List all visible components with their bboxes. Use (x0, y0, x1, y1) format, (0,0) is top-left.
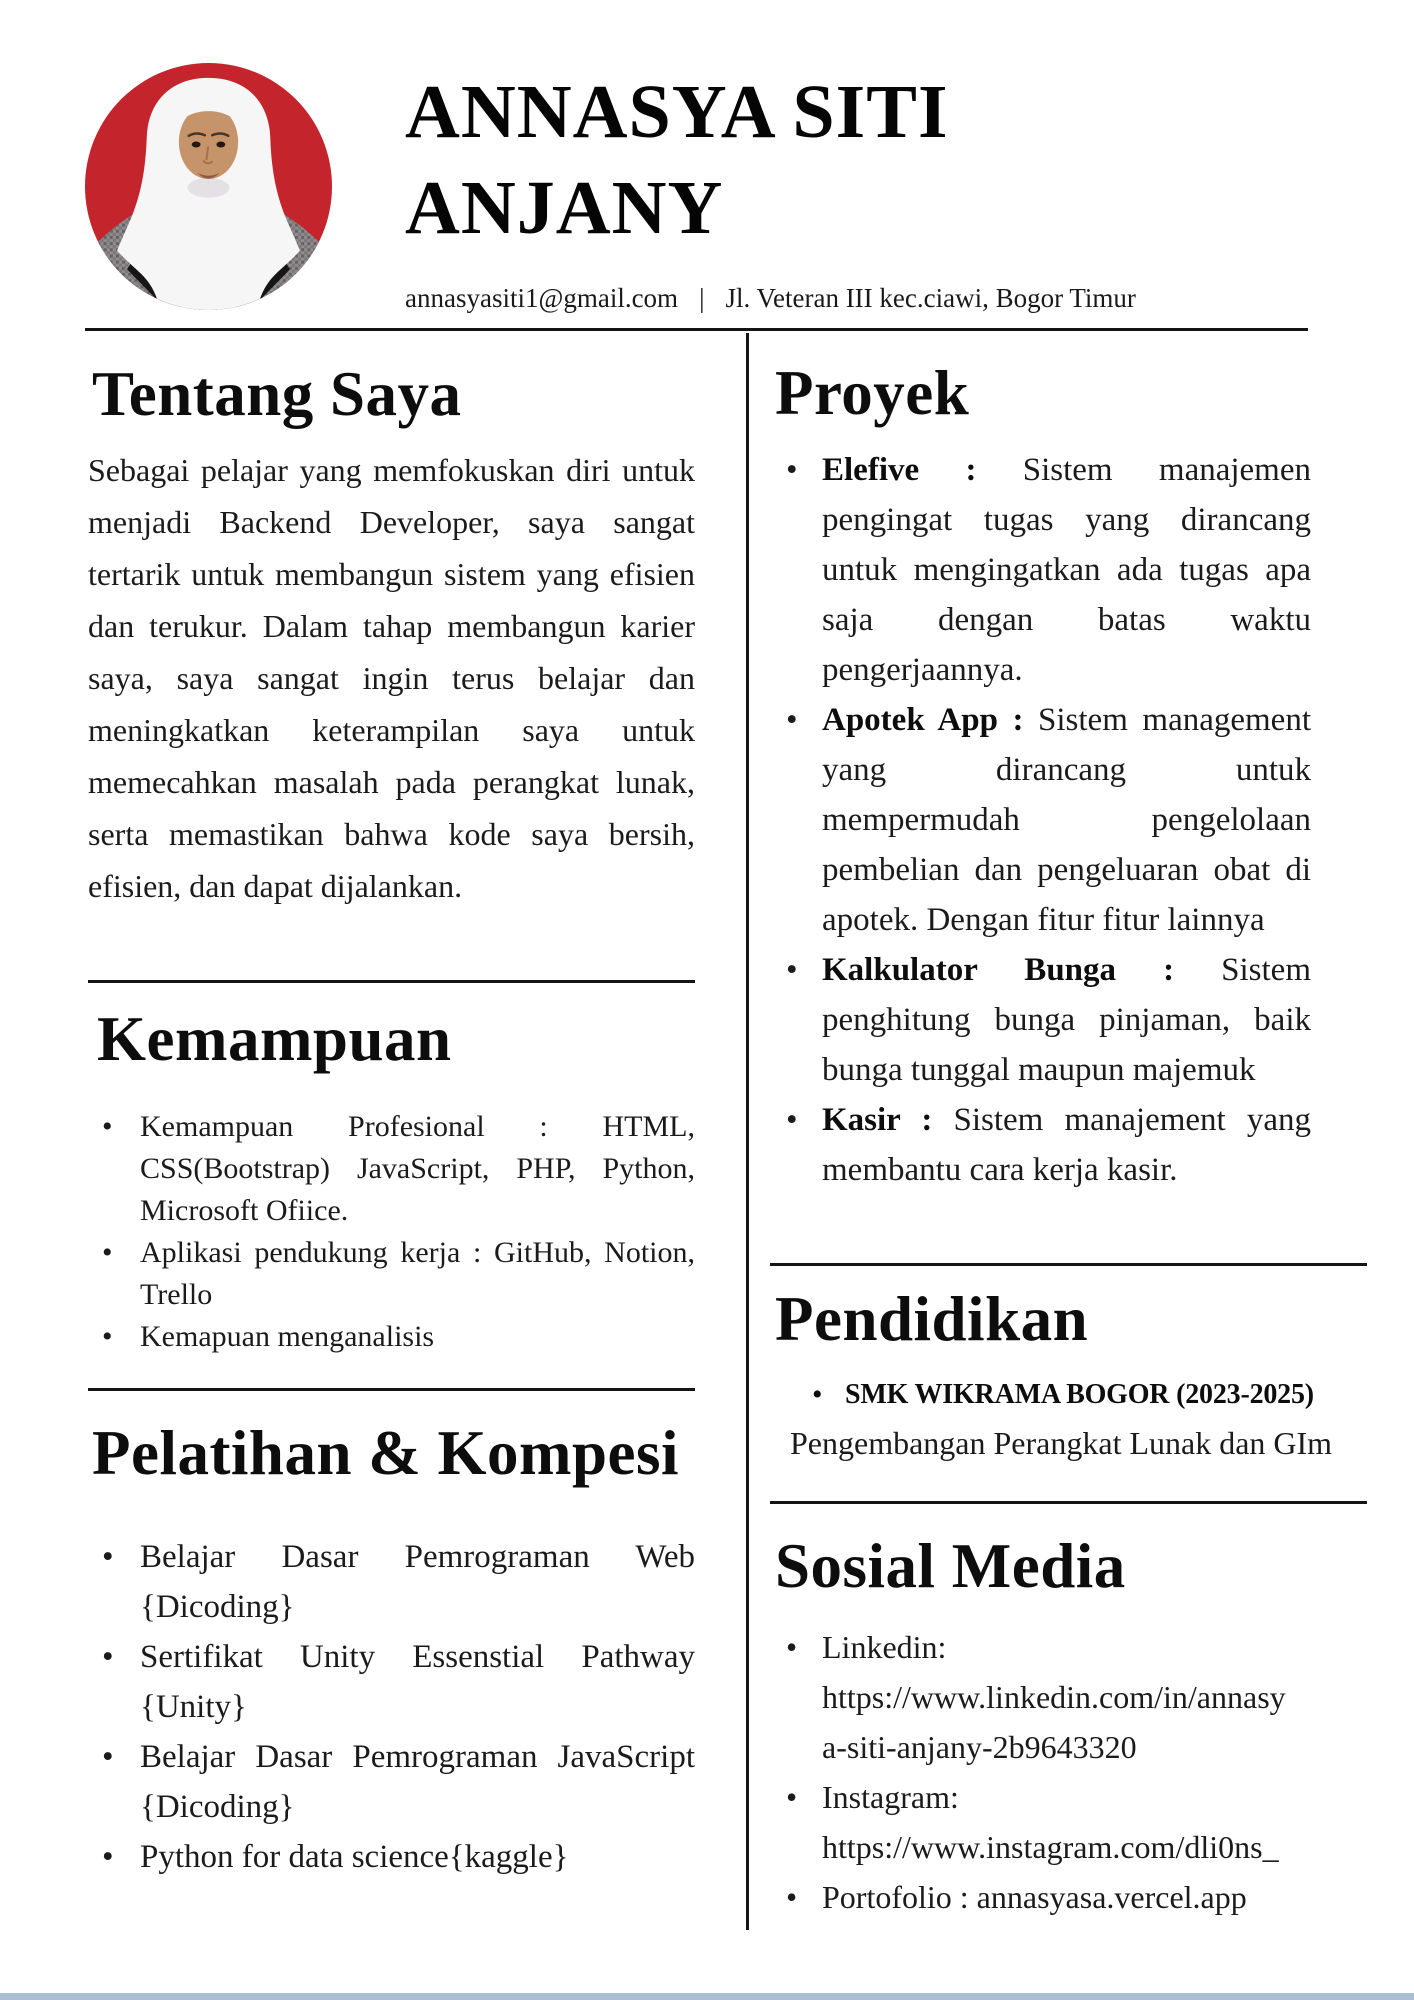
section-title-training: Pelatihan & Kompesi (92, 1418, 679, 1488)
list-item (770, 1872, 1330, 1922)
eye-right (216, 142, 225, 148)
profile-photo (85, 63, 332, 310)
education-school: • SMK WIKRAMA BOGOR (2023-2025) (770, 1370, 1314, 1420)
left-divider-2 (88, 1388, 695, 1391)
training-text: Belajar Dasar Pemrograman JavaScript {Dicoding} (140, 1739, 695, 1825)
training-text: Sertifikat Unity Essenstial Pathway {Unity} (140, 1639, 695, 1725)
column-divider (746, 333, 749, 1930)
training-text: Belajar Dasar Pemrograman Web {Dicoding} (140, 1539, 695, 1625)
bottom-edge-strip (0, 1993, 1414, 2000)
social-label: Portofolio : annasyasa.vercel.app (822, 1879, 1247, 1915)
list-item (770, 1772, 1330, 1872)
list-item (770, 695, 1311, 945)
project-desc: Sistem management yang dirancang untuk mempermudah pengelolaan pembelian dan pengeluaran obat di apotek. Dengan fitur fitur lainnya (822, 702, 1311, 938)
eye-left (192, 142, 201, 148)
project-name: Apotek App : (822, 702, 1024, 738)
list-item (770, 445, 1311, 695)
social-label: Instagram: (822, 1779, 959, 1815)
section-title-skills: Kemampuan (97, 1004, 452, 1074)
training-list (88, 1532, 695, 1882)
training-text: Python for data science{kaggle} (140, 1839, 569, 1875)
list-item (770, 945, 1311, 1095)
right-divider-1 (770, 1263, 1367, 1266)
skill-text: Kemapuan menganalisis (140, 1320, 435, 1353)
hijab-shadow (188, 178, 230, 198)
project-name: Elefive : (822, 452, 977, 488)
skill-text: Aplikasi pendukung kerja : GitHub, Notion, Trello (140, 1236, 695, 1311)
section-title-social: Sosial Media (775, 1531, 1126, 1601)
name-line-1: ANNASYA SITI (405, 70, 949, 154)
person-name (405, 64, 949, 256)
skills-list (88, 1106, 695, 1358)
right-divider-2 (770, 1501, 1367, 1504)
address-text: Jl. Veteran III kec.ciawi, Bogor Timur (725, 283, 1136, 313)
face (179, 105, 238, 179)
contact-separator: | (699, 283, 705, 313)
list-item (770, 1622, 1330, 1772)
email-text[interactable]: annasyasiti1@gmail.com (405, 283, 679, 313)
list-item (88, 1732, 695, 1832)
skill-text: Kemampuan Profesional : HTML, CSS(Bootstrap) JavaScript, PHP, Python, Microsoft Ofiice. (140, 1110, 695, 1227)
project-desc: Sistem manajemen pengingat tugas yang dirancang untuk mengingatkan ada tugas apa saja dengan batas waktu pengerjaannya. (822, 452, 1311, 688)
project-desc: Sistem penghitung bunga pinjaman, baik bunga tunggal maupun majemuk (822, 952, 1311, 1088)
header-rule (85, 328, 1308, 331)
list-item (88, 1316, 695, 1358)
social-label: Linkedin: (822, 1629, 947, 1665)
about-paragraph: Sebagai pelajar yang memfokuskan diri untuk menjadi Backend Developer, saya sangat tertarik untuk membangun sistem yang efisien dan terukur. Dalam tahap membangun karier saya, saya sangat ingin terus belajar dan meningkatkan keterampilan saya untuk memecahkan masalah pada perangkat lunak, serta memastikan bahwa kode saya bersih, efisien, dan dapat dijalankan. (88, 452, 695, 904)
portrait-illustration (85, 63, 332, 310)
project-name: Kasir : (822, 1102, 933, 1138)
social-list (770, 1622, 1330, 1922)
section-title-about: Tentang Saya (92, 359, 462, 429)
name-line-2: ANJANY (405, 166, 724, 250)
section-title-projects: Proyek (775, 358, 970, 428)
left-divider-1 (88, 980, 695, 983)
project-name: Kalkulator Bunga : (822, 952, 1175, 988)
list-item (88, 1106, 695, 1232)
social-url[interactable]: https://www.linkedin.com/in/annasya-siti-anjany-2b9643320 (822, 1679, 1286, 1765)
list-item (88, 1232, 695, 1316)
projects-list (770, 445, 1311, 1195)
social-url[interactable]: https://www.instagram.com/dli0ns_ (822, 1829, 1279, 1865)
list-item (88, 1632, 695, 1732)
list-item (88, 1532, 695, 1632)
education-major: Pengembangan Perangkat Lunak dan GIm (790, 1425, 1333, 1461)
project-desc: Sistem manajement yang membantu cara kerja kasir. (822, 1102, 1311, 1188)
section-title-education: Pendidikan (775, 1284, 1089, 1354)
contact-line (405, 283, 1136, 314)
list-item (88, 1832, 695, 1882)
list-item (770, 1095, 1311, 1195)
